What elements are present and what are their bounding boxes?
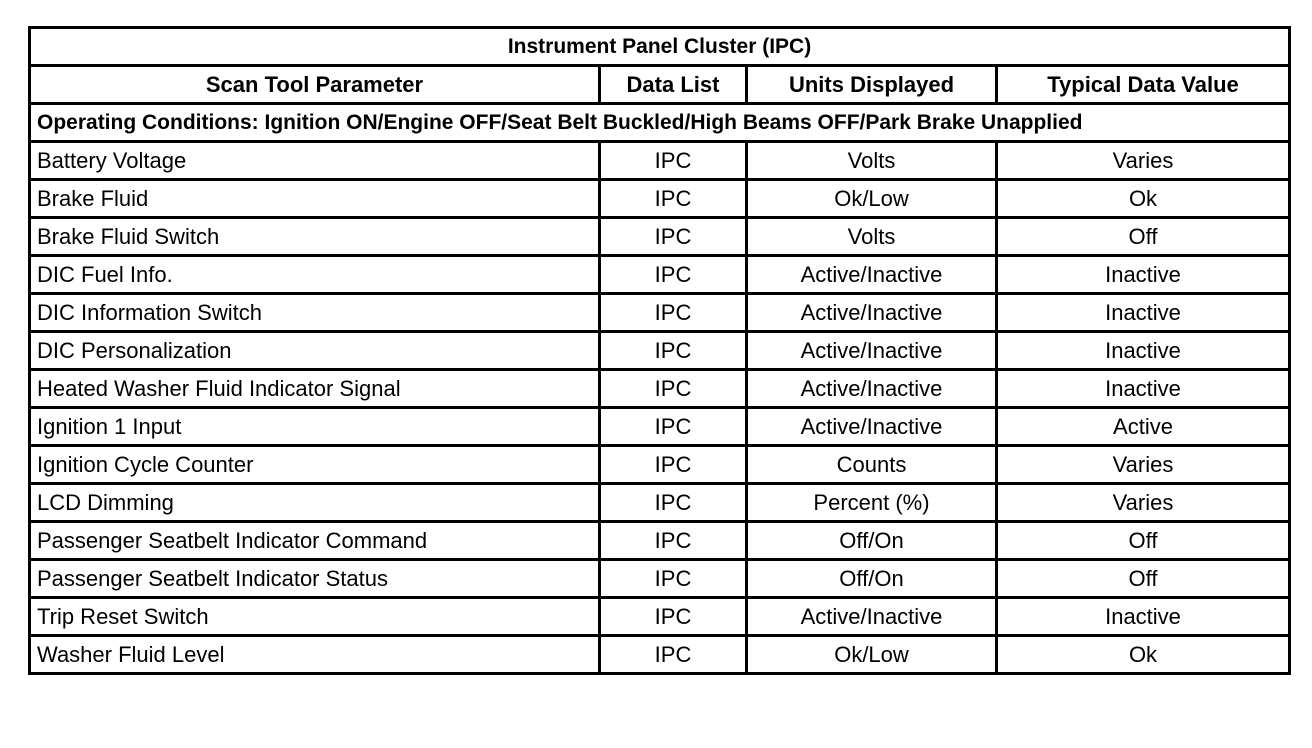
typical-value-cell: Inactive: [997, 370, 1290, 408]
units-cell: Active/Inactive: [747, 370, 997, 408]
units-cell: Active/Inactive: [747, 332, 997, 370]
typical-value-cell: Off: [997, 522, 1290, 560]
table-row: [30, 180, 1290, 218]
header-scan-tool-parameter: Scan Tool Parameter: [30, 66, 600, 104]
units-cell: Active/Inactive: [747, 598, 997, 636]
table-row: [30, 142, 1290, 180]
typical-value-cell: Inactive: [997, 598, 1290, 636]
data-list-cell: IPC: [600, 142, 747, 180]
data-list-cell: IPC: [600, 598, 747, 636]
typical-value-cell: Varies: [997, 446, 1290, 484]
units-cell: Off/On: [747, 522, 997, 560]
table-row: [30, 332, 1290, 370]
data-list-cell: IPC: [600, 218, 747, 256]
table-row: [30, 446, 1290, 484]
header-data-list: Data List: [600, 66, 747, 104]
table-row: [30, 598, 1290, 636]
parameter-cell: DIC Fuel Info.: [30, 256, 600, 294]
units-cell: Ok/Low: [747, 636, 997, 674]
parameter-cell: Ignition 1 Input: [30, 408, 600, 446]
parameter-cell: Brake Fluid Switch: [30, 218, 600, 256]
units-cell: Volts: [747, 142, 997, 180]
table-row: [30, 218, 1290, 256]
parameter-cell: LCD Dimming: [30, 484, 600, 522]
typical-value-cell: Off: [997, 560, 1290, 598]
units-cell: Volts: [747, 218, 997, 256]
units-cell: Active/Inactive: [747, 294, 997, 332]
parameter-cell: Washer Fluid Level: [30, 636, 600, 674]
table-title: Instrument Panel Cluster (IPC): [30, 28, 1290, 66]
data-list-cell: IPC: [600, 408, 747, 446]
typical-value-cell: Off: [997, 218, 1290, 256]
typical-value-cell: Inactive: [997, 294, 1290, 332]
data-list-cell: IPC: [600, 256, 747, 294]
units-cell: Active/Inactive: [747, 256, 997, 294]
table-row: [30, 408, 1290, 446]
table-row: [30, 636, 1290, 674]
units-cell: Off/On: [747, 560, 997, 598]
typical-value-cell: Ok: [997, 636, 1290, 674]
units-cell: Counts: [747, 446, 997, 484]
data-list-cell: IPC: [600, 636, 747, 674]
parameter-cell: Passenger Seatbelt Indicator Status: [30, 560, 600, 598]
data-list-cell: IPC: [600, 370, 747, 408]
table-row: [30, 370, 1290, 408]
data-list-cell: IPC: [600, 560, 747, 598]
operating-conditions-row: [30, 104, 1290, 142]
units-cell: Active/Inactive: [747, 408, 997, 446]
parameter-cell: Trip Reset Switch: [30, 598, 600, 636]
parameter-cell: Ignition Cycle Counter: [30, 446, 600, 484]
parameter-cell: DIC Information Switch: [30, 294, 600, 332]
data-list-cell: IPC: [600, 484, 747, 522]
typical-value-cell: Varies: [997, 484, 1290, 522]
typical-value-cell: Ok: [997, 180, 1290, 218]
data-list-cell: IPC: [600, 332, 747, 370]
data-list-cell: IPC: [600, 180, 747, 218]
data-list-cell: IPC: [600, 446, 747, 484]
operating-conditions: Operating Conditions: Ignition ON/Engine OFF/Seat Belt Buckled/High Beams OFF/Park Brake Unapplied: [30, 104, 1290, 142]
parameter-cell: Battery Voltage: [30, 142, 600, 180]
parameter-cell: DIC Personalization: [30, 332, 600, 370]
table-row: [30, 256, 1290, 294]
typical-value-cell: Active: [997, 408, 1290, 446]
typical-value-cell: Inactive: [997, 256, 1290, 294]
data-list-cell: IPC: [600, 294, 747, 332]
header-typical-data-value: Typical Data Value: [997, 66, 1290, 104]
table-header-row: [30, 66, 1290, 104]
header-units-displayed: Units Displayed: [747, 66, 997, 104]
table-row: [30, 484, 1290, 522]
parameter-cell: Brake Fluid: [30, 180, 600, 218]
typical-value-cell: Inactive: [997, 332, 1290, 370]
table-title-row: [30, 28, 1290, 66]
data-list-cell: IPC: [600, 522, 747, 560]
parameter-cell: Heated Washer Fluid Indicator Signal: [30, 370, 600, 408]
typical-value-cell: Varies: [997, 142, 1290, 180]
units-cell: Ok/Low: [747, 180, 997, 218]
table-row: [30, 522, 1290, 560]
parameter-cell: Passenger Seatbelt Indicator Command: [30, 522, 600, 560]
ipc-data-table: [28, 26, 1291, 675]
units-cell: Percent (%): [747, 484, 997, 522]
table-row: [30, 294, 1290, 332]
table-row: [30, 560, 1290, 598]
